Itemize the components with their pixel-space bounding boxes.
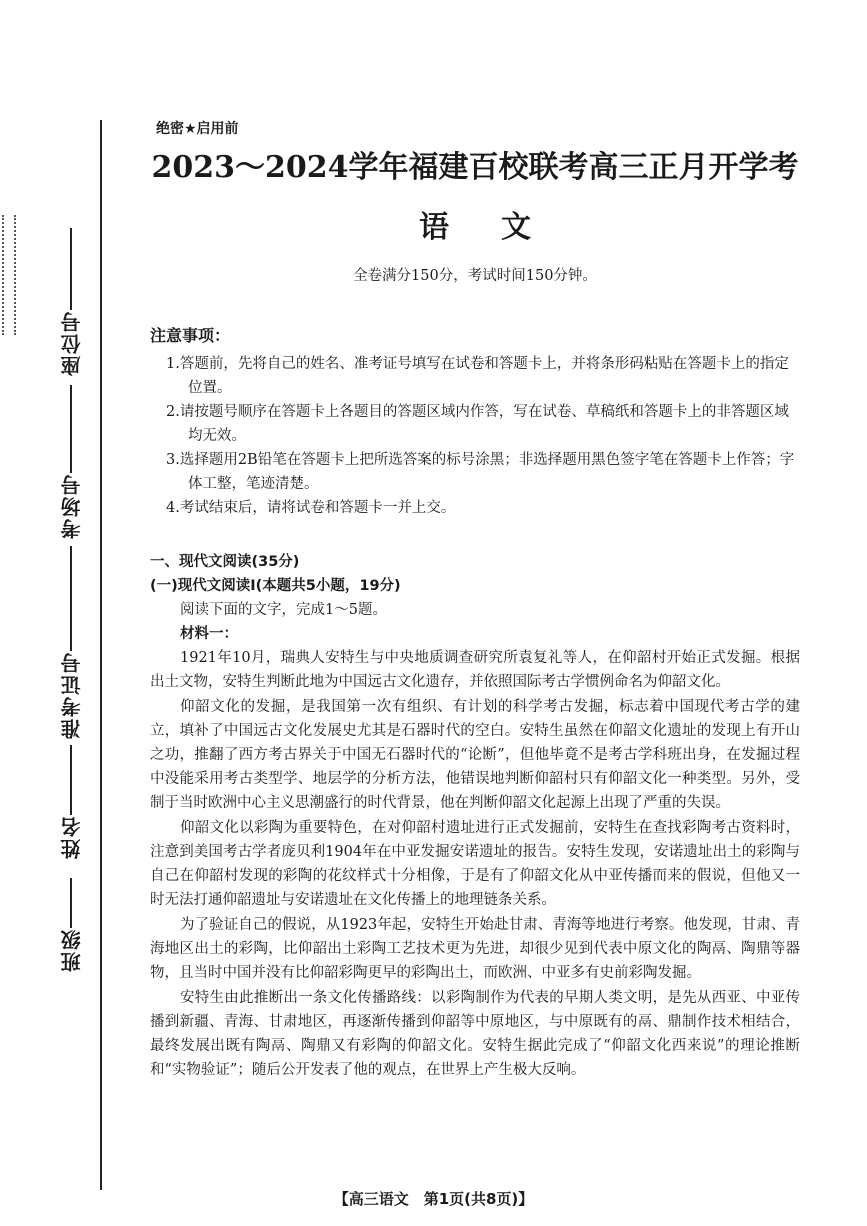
material-label: 材料一： [180, 626, 238, 642]
reading-instruction: 阅读下面的文字，完成1～5题。 [180, 602, 387, 618]
name-label: 姓名 [59, 815, 84, 859]
exam-page [150, 118, 800, 1083]
seat-number-field [54, 228, 88, 376]
binding-dotted-line [2, 215, 16, 335]
material-paragraph: 仰韶文化的发掘，是我国第一次有组织、有计划的科学考古发掘，标志着中国现代考古学的建立，填补了中国远古文化发展史尤其是石器时代的空白。安特生虽然在仰韶文化遗址的发现上有开山之功，推翻了西方考古界关于中国无石器时代的“论断”，但他毕竟不是考古学科班出身，在发掘过程中没能采用考古类型学、地层学的分析方法，他错误地判断仰韶村只有仰韶文化一种类型。另外，受制于当时欧洲中心主义思潮盛行的时代背景，他在判断仰韶文化起源上出现了严重的失误。 [150, 699, 800, 811]
notice-item: 2.请按题号顺序在答题卡上各题目的答题区域内作答，写在试卷、草稿纸和答题卡上的非答题区域均无效。 [166, 404, 789, 444]
notice-list [150, 352, 800, 520]
ticket-number-label: 准考证号 [59, 651, 84, 739]
notice-item: 3.选择题用2B铅笔在答题卡上把所选答案的标号涂黑；非选择题用黑色签字笔在答题卡上作答；字体工整，笔迹清楚。 [166, 452, 795, 492]
ticket-number-field [54, 546, 88, 739]
seat-number-blank [70, 228, 72, 310]
class-field [54, 878, 88, 972]
exam-room-field [54, 385, 88, 539]
page-footer: 【高三语文 第1页(共8页)】 [333, 1190, 534, 1208]
material-paragraph: 1921年10月，瑞典人安特生与中央地质调查研究所袁复礼等人，在仰韶村开始正式发掘。根据出土文物，安特生判断此地为中国远古文化遗存，并依照国际考古学惯例命名为仰韶文化。 [150, 650, 800, 690]
exam-room-label: 考场号 [59, 473, 84, 539]
notice-item: 1.答题前，先将自己的姓名、准考证号填写在试卷和答题卡上，并将条形码粘贴在答题卡上的指定位置。 [166, 356, 789, 396]
subject-title: 语文 [419, 210, 583, 245]
material-paragraph: 仰韶文化以彩陶为重要特色，在对仰韶村遗址进行正式发掘前，安特生在查找彩陶考古资料时，注意到美国考古学者庞贝利1904年在中亚发掘安诺遗址的报告。安特生发现，安诺遗址出土的彩陶与自己在仰韶村发现的彩陶的花纹样式十分相像，于是有了仰韶文化从中亚传播而来的假说，但他又一时无法打通仰韶遗址与安诺遗址在文化传播上的地理链条关系。 [150, 820, 800, 908]
name-blank [70, 745, 72, 815]
score-info: 全卷满分150分，考试时间150分钟。 [353, 268, 597, 284]
section-heading: 一、现代文阅读(35分) [150, 554, 300, 570]
secret-mark: 绝密★启用前 [156, 121, 239, 137]
binding-rule [100, 120, 102, 1190]
sub-section-heading: (一)现代文阅读Ⅰ(本题共5小题，19分) [150, 578, 401, 594]
seat-number-label: 座位号 [59, 310, 84, 376]
ticket-number-blank [70, 546, 72, 651]
class-blank [70, 878, 72, 928]
class-label: 班级 [59, 928, 84, 972]
notice-item: 4.考试结束后，请将试卷和答题卡一并上交。 [166, 500, 456, 516]
exam-room-blank [70, 385, 72, 473]
notice-title: 注意事项： [150, 326, 231, 345]
material-paragraph: 安特生由此推断出一条文化传播路线：以彩陶制作为代表的早期人类文明，是先从西亚、中亚传播到新疆、青海、甘肃地区，再逐渐传播到仰韶等中原地区，与中原既有的鬲、鼎制作技术相结合，最终发展出既有陶鬲、陶鼎又有彩陶的仰韶文化。安特生据此完成了“仰韶文化西来说”的理论推断和“实物验证”；随后公开发表了他的观点，在世界上产生极大反响。 [150, 990, 800, 1078]
exam-title: 2023～2024学年福建百校联考高三正月开学考 [151, 150, 799, 185]
name-field [54, 745, 88, 859]
material-paragraph: 为了验证自己的假说，从1923年起，安特生开始赴甘肃、青海等地进行考察。他发现，甘肃、青海地区出土的彩陶，比仰韶出土彩陶工艺技术更为先进，却很少见到代表中原文化的陶鬲、陶鼎等器物，且当时中国并没有比仰韶彩陶更早的彩陶出土，而欧洲、中亚多有史前彩陶发掘。 [150, 917, 800, 981]
